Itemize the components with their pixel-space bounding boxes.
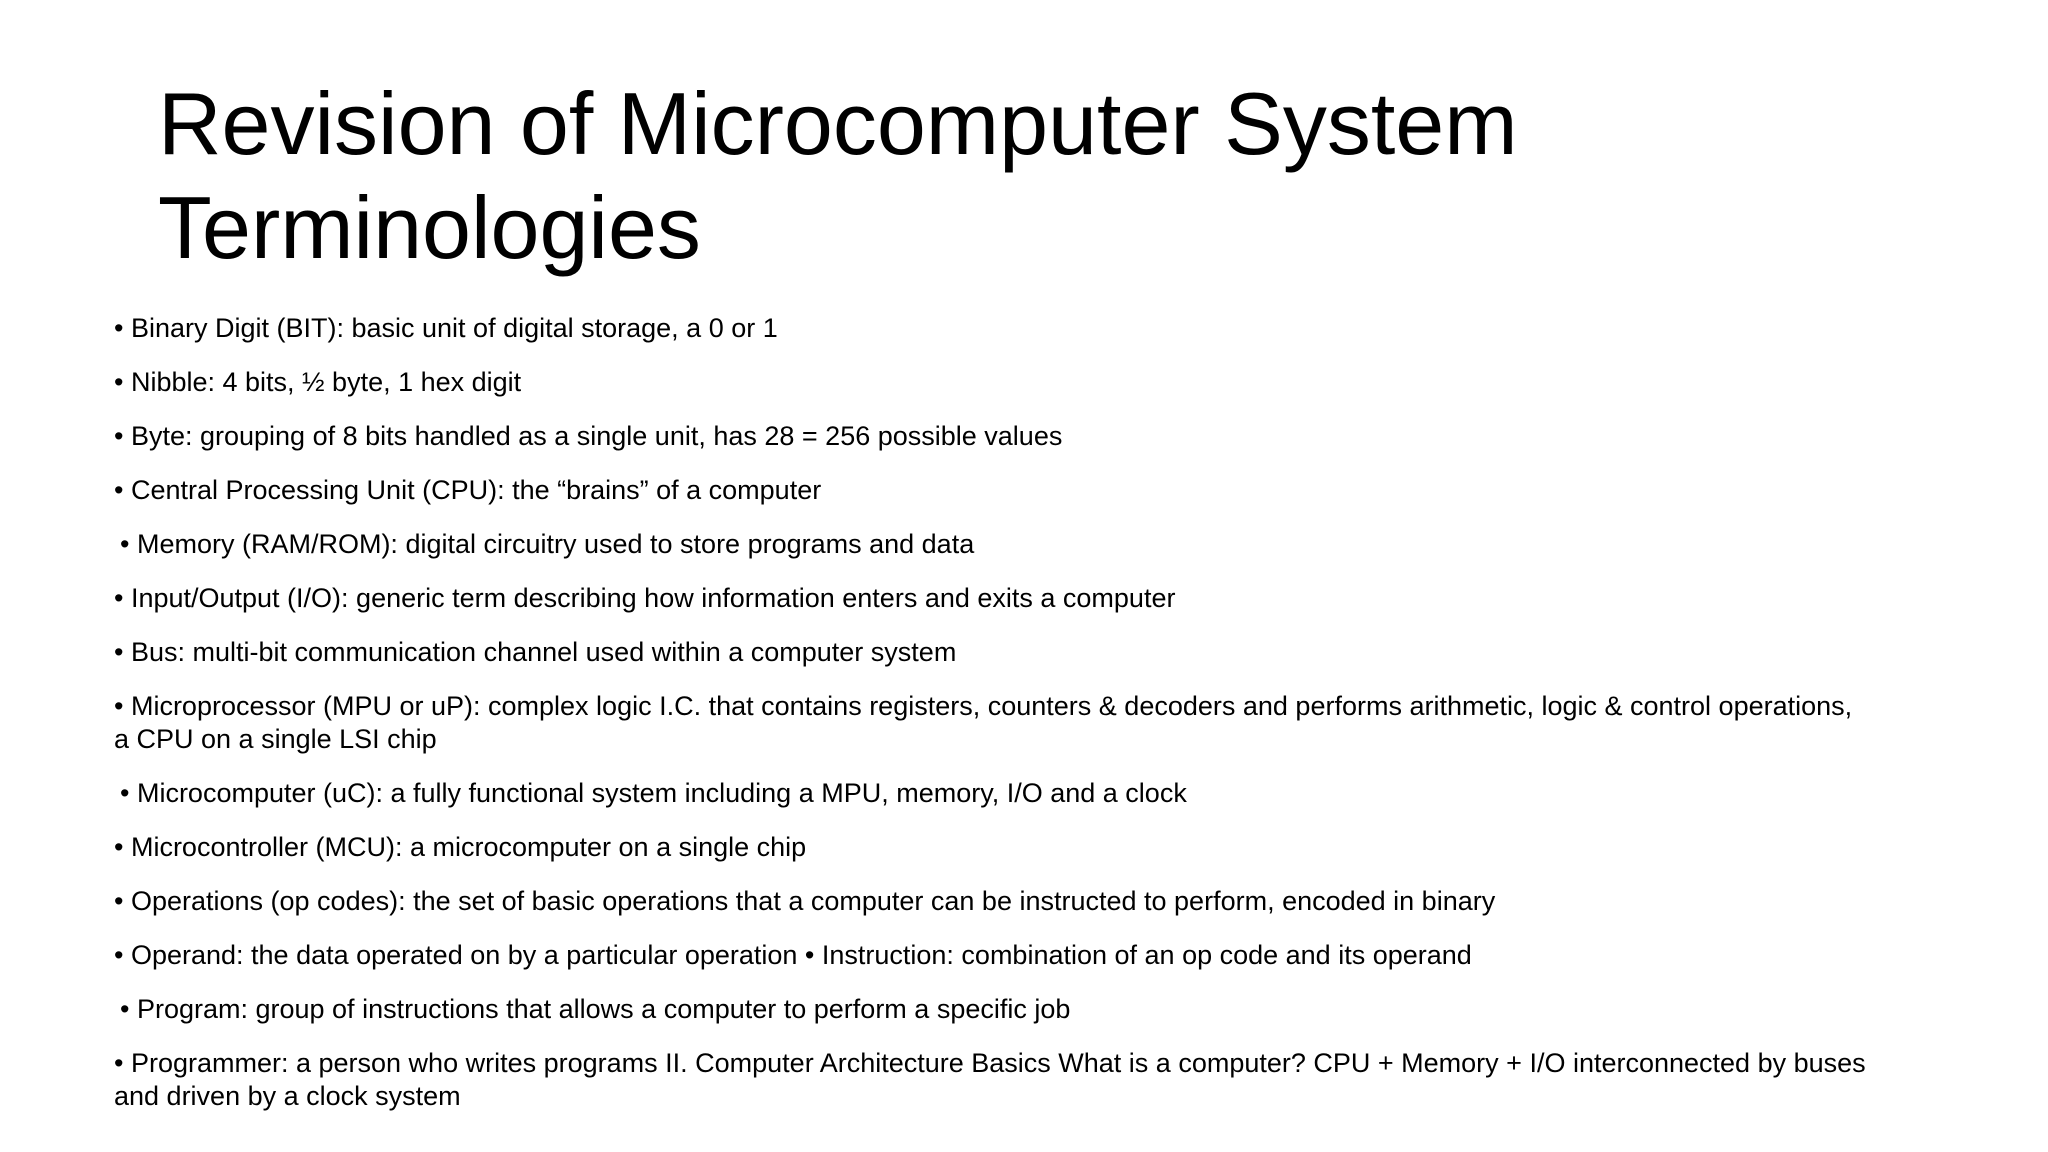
- bullet-cpu: • Central Processing Unit (CPU): the “brains” of a computer: [114, 475, 822, 505]
- bullet-nibble: • Nibble: 4 bits, ½ byte, 1 hex digit: [114, 367, 522, 397]
- bullet-program: • Program: group of instructions that allows a computer to perform a specific job: [120, 994, 1071, 1024]
- bullet-binary-digit: • Binary Digit (BIT): basic unit of digital storage, a 0 or 1: [114, 313, 778, 343]
- bullet-programmer: [114, 1047, 1914, 1113]
- slide-title-line-1: Revision of Microcomputer System: [158, 74, 1518, 173]
- bullet-microcomputer: • Microcomputer (uC): a fully functional system including a MPU, memory, I/O and a clock: [120, 778, 1187, 808]
- bullet-programmer-line-1: • Programmer: a person who writes programs II. Computer Architecture Basics What is a computer? CPU + Memory + I/O interconnected by buses: [114, 1048, 1866, 1078]
- bullet-microcontroller: • Microcontroller (MCU): a microcomputer on a single chip: [114, 832, 807, 862]
- bullet-microprocessor-line-1: • Microprocessor (MPU or uP): complex logic I.C. that contains registers, counters & decoders and performs arithmetic, logic & control operations,: [114, 691, 1853, 721]
- bullet-list: [114, 312, 1914, 1134]
- bullet-operations: • Operations (op codes): the set of basic operations that a computer can be instructed to perform, encoded in binary: [114, 886, 1496, 916]
- bullet-memory: • Memory (RAM/ROM): digital circuitry used to store programs and data: [120, 529, 975, 559]
- bullet-programmer-line-2: and driven by a clock system: [114, 1081, 461, 1111]
- slide-title-line-2: Terminologies: [158, 178, 701, 277]
- bullet-input-output: • Input/Output (I/O): generic term describing how information enters and exits a computer: [114, 583, 1176, 613]
- bullet-byte: • Byte: grouping of 8 bits handled as a single unit, has 28 = 256 possible values: [114, 421, 1063, 451]
- bullet-microprocessor-line-2: a CPU on a single LSI chip: [114, 724, 437, 754]
- bullet-microprocessor: [114, 690, 1914, 756]
- slide-title: [158, 72, 1858, 280]
- bullet-operand: • Operand: the data operated on by a particular operation • Instruction: combination of an op code and its operand: [114, 940, 1472, 970]
- bullet-bus: • Bus: multi-bit communication channel used within a computer system: [114, 637, 957, 667]
